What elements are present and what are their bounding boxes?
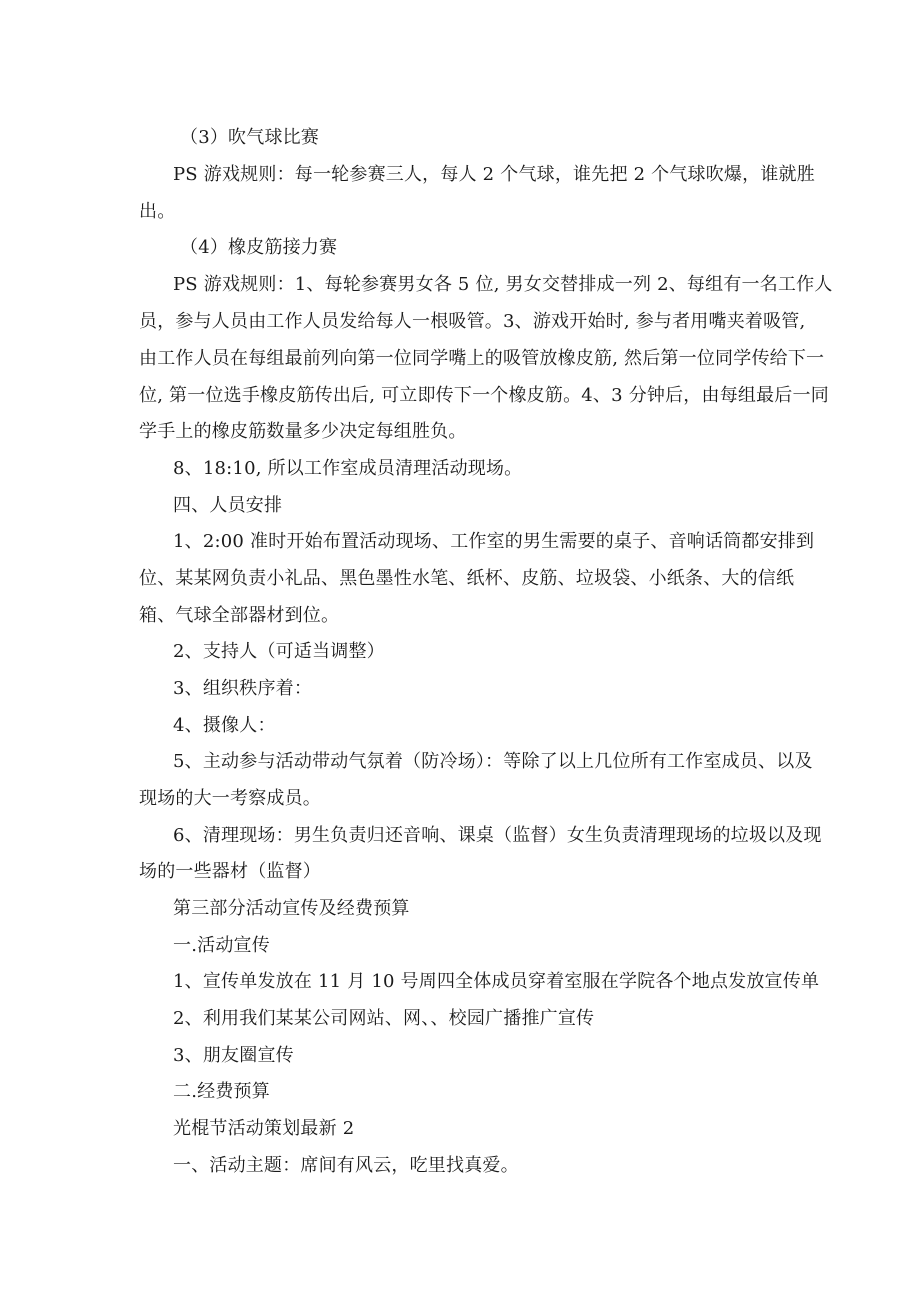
paragraph-line: 位、某某网负责小礼品、黑色墨性水笔、纸杯、皮筋、垃圾袋、小纸条、大的信纸 xyxy=(139,568,795,589)
paragraph-line: 3、朋友圈宣传 xyxy=(173,1045,294,1066)
paragraph-line: 1、2:00 准时开始布置活动现场、工作室的男生需要的桌子、音响话筒都安排到 xyxy=(173,531,815,552)
paragraph-line: 6、清理现场：男生负责归还音响、课桌（监督）女生负责清理现场的垃圾以及现 xyxy=(173,825,822,846)
heading-balloon-contest: （3）吹气球比赛 xyxy=(180,127,320,148)
paragraph-line: 4、摄像人： xyxy=(173,715,276,736)
paragraph-line: 场的一些器材（监督） xyxy=(139,861,321,882)
paragraph-line: PS 游戏规则：1、每轮参赛男女各 5 位, 男女交替排成一列 2、每组有一名工作人 xyxy=(173,274,833,295)
paragraph-line: 2、利用我们某某公司网站、网、、校园广播推广宣传 xyxy=(173,1008,595,1029)
paragraph-line: PS 游戏规则：每一轮参赛三人，每人 2 个气球，谁先把 2 个气球吹爆，谁就胜 xyxy=(173,164,815,185)
paragraph-line: 3、组织秩序着： xyxy=(173,678,313,699)
document-title: 光棍节活动策划最新 2 xyxy=(173,1118,355,1139)
paragraph-line: 箱、气球全部器材到位。 xyxy=(139,605,340,626)
paragraph-line: 现场的大一考察成员。 xyxy=(139,788,321,809)
paragraph-line: 出。 xyxy=(139,201,176,222)
paragraph-line: 员，参与人员由工作人员发给每人一根吸管。3、游戏开始时, 参与者用嘴夹着吸管, xyxy=(139,311,806,332)
paragraph-line: 2、支持人（可适当调整） xyxy=(173,641,385,662)
section-heading: 四、人员安排 xyxy=(173,495,283,516)
subsection-heading: 一.活动宣传 xyxy=(173,935,270,956)
paragraph-line: 由工作人员在每组最前列向第一位同学嘴上的吸管放橡皮筋, 然后第一位同学传给下一 xyxy=(139,348,825,369)
paragraph-line: 8、18:10, 所以工作室成员清理活动现场。 xyxy=(173,458,523,479)
paragraph-line: 位, 第一位选手橡皮筋传出后, 可立即传下一个橡皮筋。4、3 分钟后，由每组最后一同 xyxy=(139,385,829,406)
paragraph-line: 学手上的橡皮筋数量多少决定每组胜负。 xyxy=(139,421,467,442)
paragraph-line: 一、活动主题：席间有风云，吃里找真爱。 xyxy=(173,1155,519,1176)
subsection-heading: 二.经费预算 xyxy=(173,1081,270,1102)
heading-rubber-band-relay: （4）橡皮筋接力赛 xyxy=(180,237,338,258)
paragraph-line: 5、主动参与活动带动气氛着（防冷场）：等除了以上几位所有工作室成员、以及 xyxy=(173,751,813,772)
paragraph-line: 1、宣传单发放在 11 月 10 号周四全体成员穿着室服在学院各个地点发放宣传单 xyxy=(173,971,820,992)
section-heading: 第三部分活动宣传及经费预算 xyxy=(173,898,410,919)
